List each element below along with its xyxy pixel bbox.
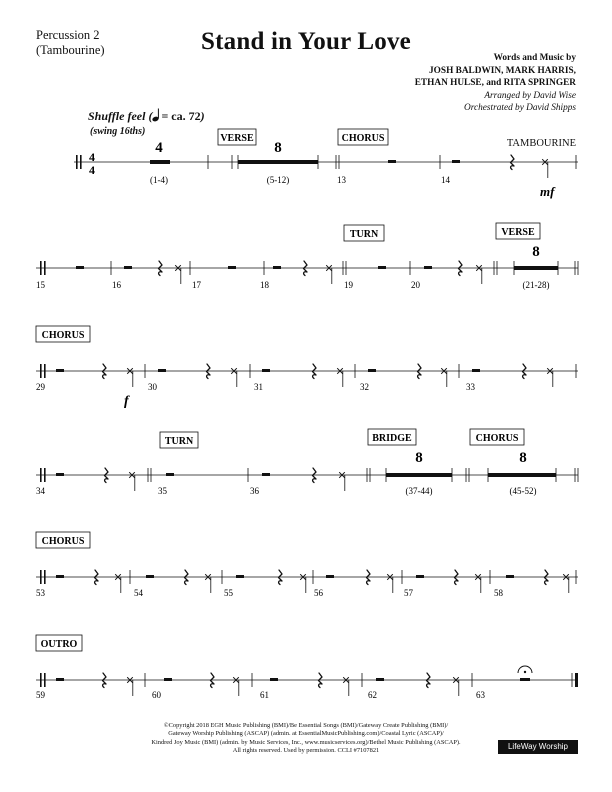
multirest-bar (238, 160, 318, 164)
instrument-label: TAMBOURINE (506, 138, 576, 149)
final-barline-thick (575, 673, 578, 687)
half-rest-icon (506, 575, 514, 578)
half-rest-icon (270, 678, 278, 681)
half-rest-icon (166, 473, 174, 476)
measure-number: 54 (134, 588, 143, 598)
half-rest-icon (378, 266, 386, 269)
measure-number: 18 (260, 280, 269, 290)
rehearsal-mark-verse: VERSE (501, 227, 535, 238)
time-signature-bottom: 4 (89, 163, 95, 177)
rehearsal-mark-chorus: CHORUS (41, 330, 85, 341)
system-4 (36, 429, 578, 496)
half-rest-icon (236, 575, 244, 578)
swing-marking: (swing 16ths) (90, 126, 146, 137)
measure-number: 33 (466, 382, 475, 392)
multirest-bar (386, 473, 452, 477)
half-rest-icon (56, 575, 64, 578)
rehearsal-mark-outro: OUTRO (40, 639, 78, 650)
measure-number: 53 (36, 588, 45, 598)
measure-number: 17 (192, 280, 201, 290)
rehearsal-mark-turn: TURN (164, 436, 194, 447)
multirest-count: 8 (532, 244, 540, 260)
measure-number: 13 (337, 175, 346, 185)
rehearsal-mark-chorus: CHORUS (475, 433, 519, 444)
tempo-text: Shuffle feel ( (88, 109, 153, 123)
measure-number: 61 (260, 690, 269, 700)
multirest-count: 8 (415, 450, 423, 466)
copyright-line1: ©Copyright 2018 EGH Music Publishing (BMI)/Be Essential Songs (BMI)/Gateway Create Publishing (BMI)/ (163, 722, 449, 729)
fermata-dot (524, 671, 526, 673)
multirest-range: (45-52) (509, 486, 537, 496)
half-rest-icon (368, 369, 376, 372)
measure-number: 34 (36, 486, 45, 496)
tempo-close: ) (200, 109, 205, 123)
measure-number: 56 (314, 588, 323, 598)
measure-number: 57 (404, 588, 413, 598)
half-rest-icon (452, 160, 460, 163)
orchestrator-credit: Orchestrated by David Shipps (464, 103, 576, 114)
tempo-value: = ca. 72 (161, 109, 201, 123)
measure-number: 58 (494, 588, 503, 598)
measure-number: 35 (158, 486, 167, 496)
multirest-range: (1-4) (150, 175, 168, 185)
multirest-range: (5-12) (266, 175, 290, 185)
half-rest-icon (273, 266, 281, 269)
rehearsal-mark-turn: TURN (349, 229, 379, 240)
half-rest-icon (424, 266, 432, 269)
copyright-line2: Gateway Worship Publishing (ASCAP) (admin. at EssentialMusicPublishing.com)/Coastal Lyric (ASCAP)/ (168, 730, 444, 738)
half-rest-icon (146, 575, 154, 578)
half-rest-icon (388, 160, 396, 163)
dynamic-marking: mf (540, 184, 555, 199)
half-rest-icon (228, 266, 236, 269)
measure-number: 59 (36, 690, 45, 700)
measure-number: 29 (36, 382, 45, 392)
copyright-line4: All rights reserved. Used by permission. CCLI #7107821 (232, 747, 380, 755)
multirest-count: 8 (274, 140, 282, 156)
measure-number: 60 (152, 690, 161, 700)
half-rest-icon (326, 575, 334, 578)
credit-names-2: ETHAN HULSE, and RITA SPRINGER (414, 78, 576, 89)
system-6 (36, 635, 578, 700)
song-title: Stand in Your Love (201, 28, 411, 55)
multirest-count: 4 (155, 140, 163, 156)
half-rest-icon (76, 266, 84, 269)
multirest-bar (514, 266, 558, 270)
credit-names-1: JOSH BALDWIN, MARK HARRIS, (429, 65, 576, 76)
measure-number: 31 (254, 382, 263, 392)
part-name-line1: Percussion 2 (36, 28, 100, 42)
measure-number: 36 (250, 486, 259, 496)
measure-number: 19 (344, 280, 353, 290)
measure-number: 16 (112, 280, 121, 290)
copyright-line3: Kindred Joy Music (BMI) (admin. by Music Services, Inc., www.musicservices.org)/Bethel Music Publishing (ASCAP). (151, 738, 461, 746)
half-rest-icon (472, 369, 480, 372)
half-rest-icon (164, 678, 172, 681)
half-rest-icon (416, 575, 424, 578)
credit-label: Words and Music by (493, 53, 576, 63)
multirest-bar (150, 160, 170, 164)
multirest-range: (37-44) (405, 486, 433, 496)
arranger-credit: Arranged by David Wise (484, 90, 576, 101)
measure-number: 63 (476, 690, 485, 700)
dynamic-marking: f (124, 394, 129, 409)
half-rest-icon (262, 369, 270, 372)
system-5 (36, 532, 578, 598)
half-rest-icon (158, 369, 166, 372)
measure-number: 20 (411, 280, 420, 290)
half-rest-icon (56, 678, 64, 681)
measure-number: 55 (224, 588, 233, 598)
rehearsal-mark-bridge: BRIDGE (372, 433, 412, 444)
system-2 (36, 223, 578, 290)
half-rest-icon (262, 473, 270, 476)
measure-number: 15 (36, 280, 45, 290)
rehearsal-mark-chorus: CHORUS (341, 133, 385, 144)
measure-number: 30 (148, 382, 157, 392)
system-1 (74, 129, 578, 199)
multirest-range: (21-28) (522, 280, 550, 290)
multirest-bar (488, 473, 556, 477)
system-3 (36, 326, 578, 409)
part-name-line2: (Tambourine) (36, 43, 105, 57)
half-rest-icon (124, 266, 132, 269)
measure-number: 62 (368, 690, 377, 700)
whole-rest-icon (520, 678, 530, 681)
measure-number: 32 (360, 382, 369, 392)
half-rest-icon (376, 678, 384, 681)
rehearsal-mark-verse: VERSE (220, 133, 254, 144)
time-signature-top: 4 (89, 150, 95, 164)
measure-number: 14 (441, 175, 450, 185)
half-rest-icon (56, 473, 64, 476)
rehearsal-mark-chorus: CHORUS (41, 536, 85, 547)
multirest-count: 8 (519, 450, 527, 466)
half-rest-icon (56, 369, 64, 372)
publisher-badge: LifeWay Worship (498, 740, 578, 754)
